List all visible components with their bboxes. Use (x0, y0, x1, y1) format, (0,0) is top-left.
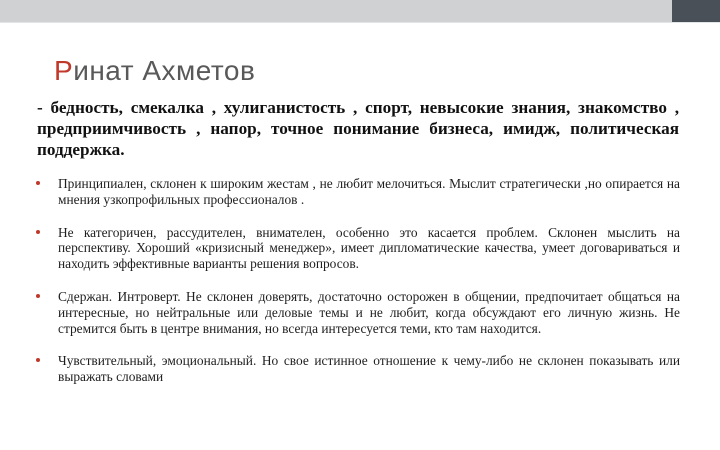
bullet-item (36, 353, 680, 385)
bullet-item (36, 225, 680, 272)
bullet-dot-icon (36, 358, 40, 362)
slide-top-bar (0, 0, 720, 22)
title-rest: инат Ахметов (73, 55, 256, 86)
bullet-list (36, 176, 680, 402)
bullet-item (36, 176, 680, 208)
title-first-letter: Р (54, 55, 74, 86)
bullet-dot-icon (36, 181, 40, 185)
bullet-text: Принципиален, склонен к широким жестам , не любит мелочиться. Мыслит стратегически ,но опирается на мнения узкопрофильных профессионалов . (58, 176, 680, 207)
slide-top-bar-accent (672, 0, 720, 22)
bullet-text: Сдержан. Интроверт. Не склонен доверять, достаточно осторожен в общении, предпочитает общаться на интересные, но нейтральные или деловые темы и не любит, когда обсуждают его личную жизнь. Не стремится быть в центре внимания, но всегда интересуется теми, кто там находится. (58, 288, 680, 336)
bullet-dot-icon (36, 294, 40, 298)
slide-title (54, 55, 255, 87)
bullet-text: Не категоричен, рассудителен, внимателен, особенно это касается проблем. Склонен мыслить на перспективу. Хороший «кризисный менеджер», имеет дипломатические качества, умеет договариваться и находить эффективные варианты решения вопросов. (58, 224, 680, 272)
lead-paragraph: - бедность, смекалка , хулиганистость , спорт, невысокие знания, знакомство , предприимчивость , напор, точное понимание бизнеса, имидж, политическая поддержка. (37, 98, 679, 159)
bullet-dot-icon (36, 230, 40, 234)
slide-top-divider (0, 22, 720, 23)
bullet-text: Чувствительный, эмоциональный. Но свое истинное отношение к чему-либо не склонен показывать или выражать словами (58, 353, 680, 385)
bullet-item (36, 289, 680, 336)
